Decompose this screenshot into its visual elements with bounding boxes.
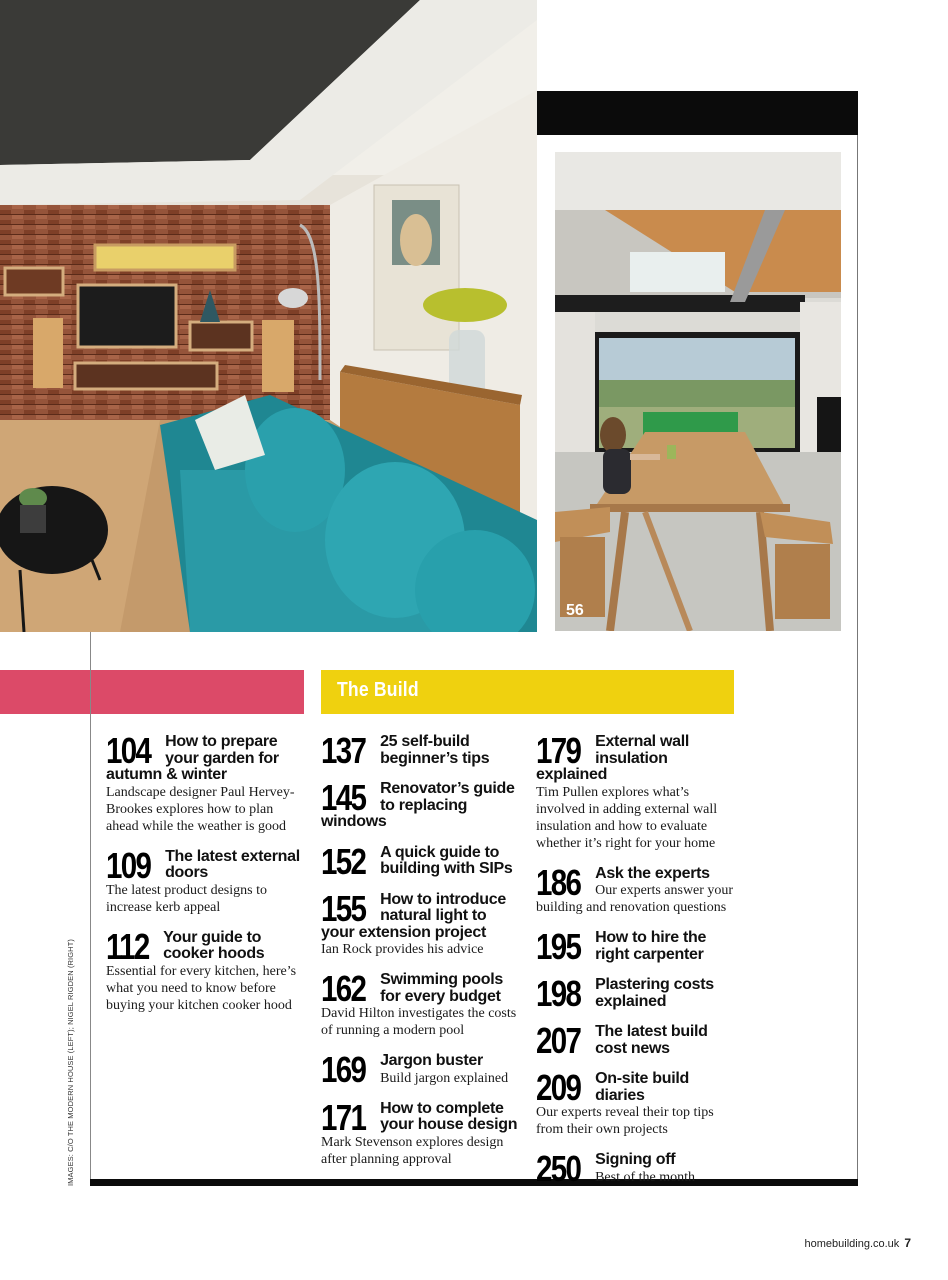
page-number: 207 [536, 1020, 581, 1061]
entry-title: The latest build cost news [595, 1023, 708, 1057]
page-number: 104 [106, 730, 151, 771]
contents-column-2 [321, 730, 521, 1182]
page-number: 186 [536, 861, 581, 903]
contents-column-1 [106, 730, 306, 1028]
page-number: 179 [536, 730, 581, 771]
footer-page-number: 7 [904, 1236, 911, 1250]
page-number: 169 [321, 1049, 366, 1090]
page-number: 198 [536, 973, 581, 1014]
frame-right-line [857, 135, 858, 1180]
page-number: 145 [321, 777, 366, 818]
entry-description: Tim Pullen explores what’s involved in adding external wall insulation and how to evaluate whether it’s right for your home [536, 784, 718, 851]
entry-title: The latest external doors [165, 847, 300, 881]
top-black-bar [537, 91, 858, 135]
page-number: 155 [321, 887, 366, 929]
dining-room-illustration [555, 152, 841, 631]
contents-entry[interactable] [106, 925, 306, 1014]
page-number: 137 [321, 730, 366, 771]
entry-description: Essential for every kitchen, here’s what you need to know before buying your kitchen cooker hood [106, 963, 297, 1013]
contents-entry[interactable] [321, 777, 521, 831]
entry-description: Build jargon explained [380, 1070, 509, 1086]
entry-description: The latest product designs to increase kerb appeal [106, 882, 267, 915]
entry-title: Plastering costs explained [595, 976, 714, 1010]
living-room-photo [0, 0, 537, 632]
contents-entry[interactable] [321, 1049, 521, 1090]
contents-entry[interactable] [536, 973, 741, 1014]
page-number: 152 [321, 840, 366, 882]
contents-entry[interactable] [536, 730, 741, 852]
entry-title: Jargon buster [380, 1052, 483, 1069]
entry-description: Landscape designer Paul Hervey-Brookes explores how to plan ahead while the weather is good [106, 784, 295, 834]
entry-title: How to prepare your garden for autumn & winter [106, 733, 279, 783]
page-number: 250 [536, 1148, 581, 1189]
entry-title: External wall insulation explained [536, 733, 689, 783]
build-section-title: The Build [337, 679, 419, 701]
entry-title: Swimming pools for every budget [380, 971, 503, 1005]
entry-description: Our experts reveal their top tips from their own projects [536, 1105, 714, 1137]
entry-title: How to hire the right carpenter [595, 929, 707, 963]
living-room-illustration [0, 0, 537, 632]
contents-entry[interactable] [321, 840, 521, 882]
entry-title: Ask the experts [595, 864, 710, 882]
contents-entry[interactable] [321, 887, 521, 959]
contents-column-3 [536, 730, 741, 1200]
page-number: 109 [106, 844, 151, 886]
entry-title: 25 self-build beginner’s tips [380, 733, 490, 767]
contents-entry[interactable] [321, 1096, 521, 1168]
build-section-band [321, 670, 734, 714]
entry-description: David Hilton investigates the costs of running a modern pool [321, 1006, 517, 1038]
entry-title: How to complete your house design [380, 1099, 518, 1133]
contents-entry[interactable] [536, 926, 741, 967]
entry-description: Ian Rock provides his advice [321, 942, 484, 957]
page-number: 162 [321, 968, 366, 1009]
entry-title: On-site build diaries [595, 1070, 689, 1104]
entry-description: Best of the month [595, 1169, 696, 1185]
page-number: 171 [321, 1096, 366, 1138]
frame-left-line [90, 632, 91, 1180]
entry-title: A quick guide to building with SIPs [380, 843, 513, 877]
contents-entry[interactable] [321, 730, 521, 771]
entry-title: How to introduce natural light to your extension project [321, 890, 506, 941]
contents-entry[interactable] [321, 968, 521, 1039]
contents-entry[interactable] [536, 861, 741, 917]
footer-site[interactable]: homebuilding.co.uk [804, 1238, 900, 1250]
contents-entry[interactable] [536, 1067, 741, 1138]
entry-title: Signing off [595, 1151, 676, 1168]
entry-title: Renovator’s guide to replacing windows [321, 780, 515, 830]
pink-section-band [0, 670, 304, 714]
photo-page-reference: 56 [566, 602, 584, 619]
page-number: 209 [536, 1067, 581, 1108]
image-credit: IMAGES: C/O THE MODERN HOUSE (LEFT); NIGEL RIGDEN (RIGHT) [66, 939, 75, 1186]
contents-entry[interactable] [106, 730, 306, 835]
contents-entry[interactable] [106, 844, 306, 916]
page-number: 112 [106, 925, 149, 967]
entry-title: Your guide to cooker hoods [163, 928, 265, 962]
dining-room-photo [555, 152, 841, 631]
entry-description: Our experts answer your building and renovation questions [536, 883, 734, 915]
contents-entry[interactable] [536, 1148, 741, 1189]
page-number: 195 [536, 926, 581, 967]
entry-description: Mark Stevenson explores design after planning approval [321, 1134, 504, 1167]
contents-entry[interactable] [536, 1020, 741, 1061]
page-footer [805, 1236, 911, 1250]
